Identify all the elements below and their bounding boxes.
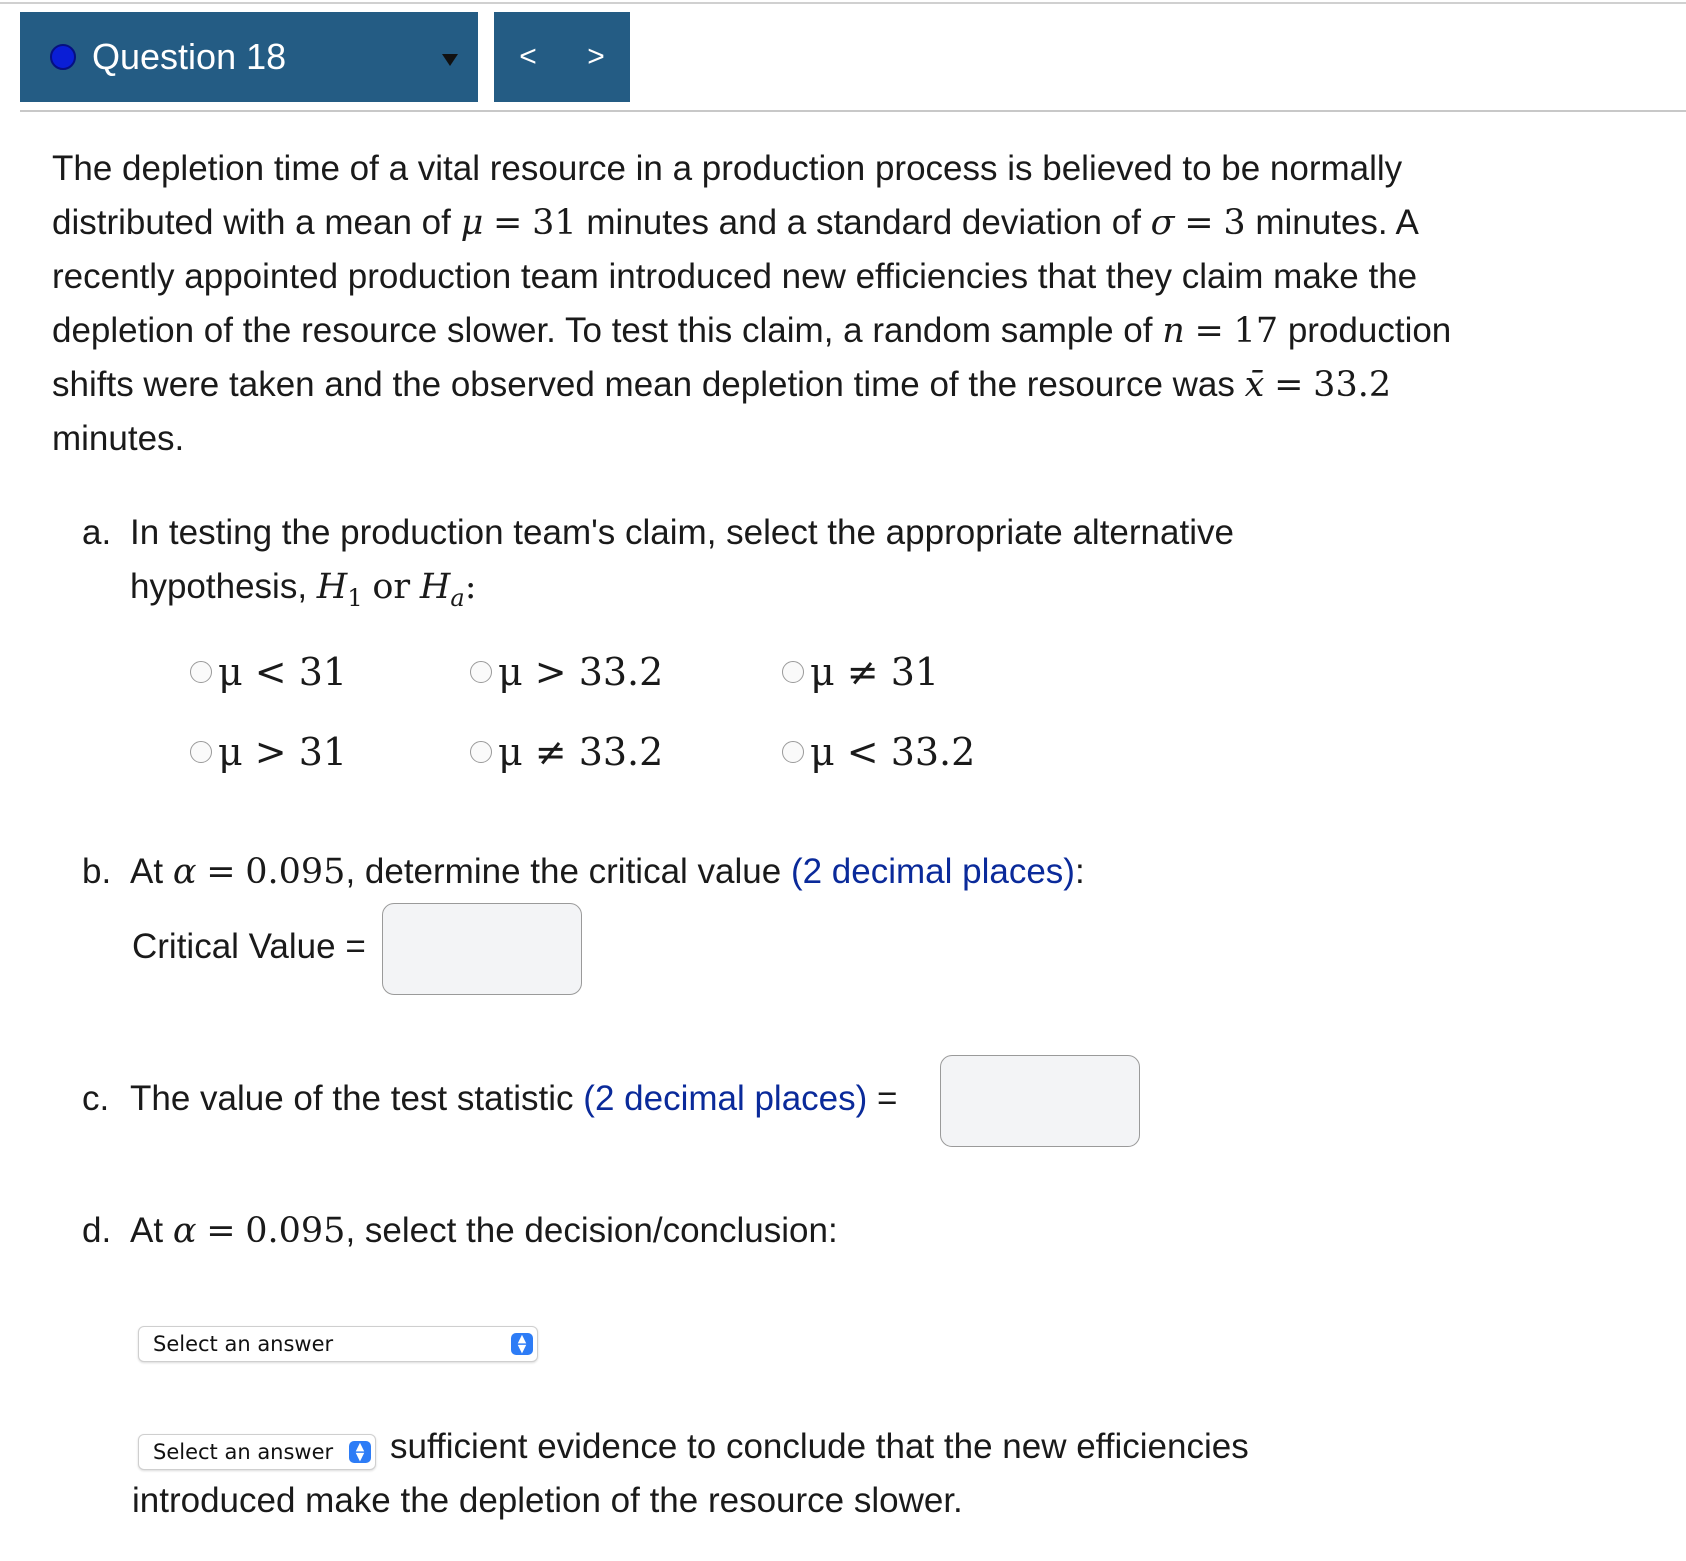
radio-button[interactable]	[470, 741, 492, 763]
part-c	[82, 1072, 897, 1126]
alpha-value: 0.095	[245, 852, 346, 892]
option-label: μ > 31	[218, 730, 348, 774]
option-mu-gt-33-2[interactable]	[470, 650, 663, 694]
part-d	[82, 1204, 838, 1258]
option-mu-lt-31[interactable]	[190, 650, 347, 694]
alpha-value: 0.095	[245, 1211, 346, 1251]
prev-question-button[interactable]: <	[519, 40, 537, 73]
mu-value: 31	[532, 203, 577, 243]
equals-sign: =	[493, 203, 523, 243]
part-a-question	[130, 506, 1332, 625]
decision-select[interactable]	[138, 1326, 538, 1362]
colon: :	[464, 567, 477, 607]
select-value: Select an answer	[153, 1332, 334, 1356]
alpha-symbol: α	[172, 1211, 197, 1251]
question-nav	[494, 12, 630, 102]
equals-sign: =	[877, 1079, 898, 1118]
equals-sign: =	[206, 1211, 236, 1251]
ha-symbol: H	[419, 567, 451, 607]
radio-button[interactable]	[190, 741, 212, 763]
problem-statement	[52, 142, 1502, 466]
equals-sign: =	[206, 852, 236, 892]
problem-text-4: production shifts were taken and the observed mean depletion time of the resource was	[52, 311, 1452, 404]
radio-button[interactable]	[470, 661, 492, 683]
xbar-value: 33.2	[1313, 365, 1392, 405]
select-arrows-icon: ▲ ▼	[511, 1333, 533, 1355]
option-mu-ne-31[interactable]	[782, 650, 939, 694]
header-divider	[20, 110, 1686, 112]
decimal-hint: (2 decimal places)	[583, 1079, 868, 1118]
option-mu-gt-31[interactable]	[190, 730, 347, 774]
equals-sign: =	[1194, 311, 1224, 351]
part-d-label: d.	[82, 1211, 112, 1250]
test-statistic-input[interactable]	[940, 1055, 1140, 1147]
part-a-label: a.	[82, 513, 112, 552]
h1-symbol: H	[316, 567, 348, 607]
option-label: μ ≠ 31	[810, 650, 940, 694]
equals-sign: =	[1184, 203, 1214, 243]
at-text: At	[130, 1211, 164, 1250]
n-value: 17	[1233, 311, 1279, 351]
or-text: or	[372, 567, 411, 607]
status-dot-icon	[50, 44, 76, 70]
part-b	[82, 845, 1085, 899]
next-question-button[interactable]: >	[587, 40, 605, 73]
select-arrows-icon: ▲ ▼	[349, 1441, 371, 1463]
part-a	[82, 506, 1332, 625]
select-value: Select an answer	[153, 1440, 334, 1464]
dropdown-caret-icon	[442, 54, 458, 66]
sigma-value: 3	[1223, 203, 1246, 243]
top-divider	[0, 2, 1686, 4]
radio-button[interactable]	[190, 661, 212, 683]
ha-subscript: a	[450, 584, 465, 612]
at-text: At	[130, 852, 164, 891]
part-c-text: The value of the test statistic	[130, 1079, 574, 1118]
part-d-text: , select the decision/conclusion:	[345, 1211, 838, 1250]
critical-value-input[interactable]	[382, 903, 582, 995]
option-label: μ ≠ 33.2	[498, 730, 664, 774]
question-selector[interactable]	[20, 12, 478, 102]
h1-subscript: 1	[347, 584, 363, 612]
critical-value-label: Critical Value =	[132, 927, 366, 966]
question-title: Question 18	[92, 36, 287, 77]
xbar-symbol: x̄	[1244, 365, 1265, 405]
part-a-text: In testing the production team's claim, select the appropriate alternative hypothesis,	[130, 513, 1234, 606]
problem-text-3: minutes. A recently appointed production team introduced new efficiencies that they claim make the depletion of the resource slower. To test this claim, a random sample of	[52, 203, 1418, 350]
equals-sign: =	[1274, 365, 1304, 405]
mu-symbol: μ	[460, 203, 484, 243]
conclusion-text: sufficient evidence to conclude that the new efficiencies introduced make the depletion of the resource slower.	[132, 1427, 1249, 1520]
part-c-label: c.	[82, 1079, 110, 1118]
decimal-hint: (2 decimal places)	[790, 852, 1075, 891]
radio-button[interactable]	[782, 661, 804, 683]
option-label: μ < 31	[218, 650, 348, 694]
problem-text-1: The depletion time of a vital resource in a production process is believed to be normally distributed with a mean of	[52, 149, 1403, 242]
part-b-label: b.	[82, 852, 112, 891]
option-label: μ > 33.2	[498, 650, 664, 694]
option-label: μ < 33.2	[810, 730, 976, 774]
n-symbol: n	[1162, 311, 1185, 351]
colon: :	[1074, 852, 1085, 891]
radio-button[interactable]	[782, 741, 804, 763]
alpha-symbol: α	[172, 852, 197, 892]
option-mu-lt-33-2[interactable]	[782, 730, 975, 774]
part-b-text: , determine the critical value	[345, 852, 782, 891]
option-mu-ne-33-2[interactable]	[470, 730, 663, 774]
sigma-symbol: σ	[1150, 203, 1175, 243]
problem-text-5: minutes.	[52, 419, 185, 458]
problem-text-2: minutes and a standard deviation of	[586, 203, 1141, 242]
